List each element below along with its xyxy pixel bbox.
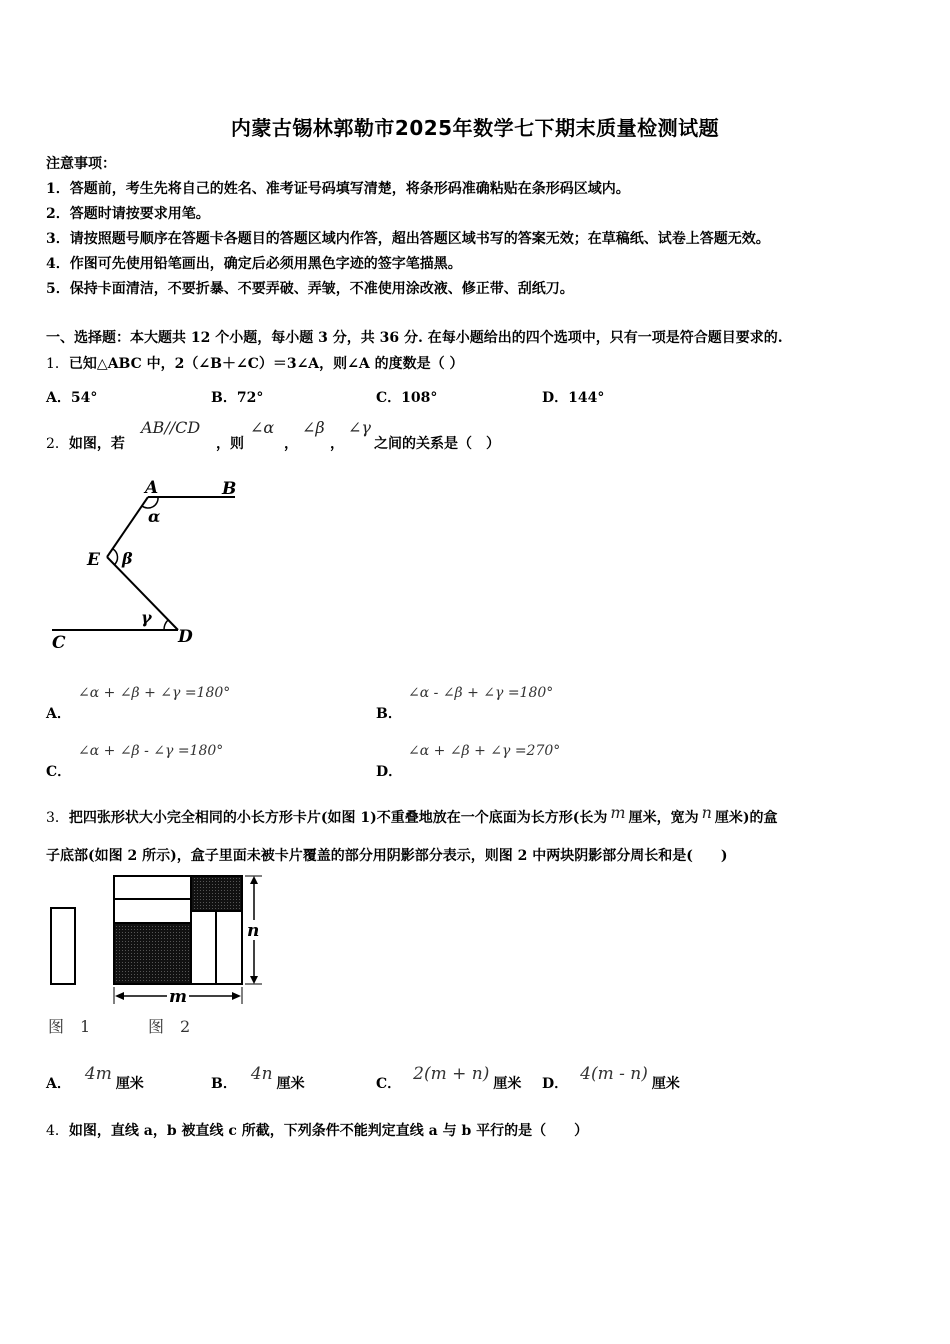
q2-then: ，则 [216, 436, 244, 452]
q2-option-d-label[interactable]: D． [376, 764, 403, 780]
q2-condition: AB//CD [141, 418, 201, 437]
label-beta: β [122, 549, 133, 568]
q1-option-a[interactable]: A．54° [46, 390, 98, 406]
q2-option-a-label[interactable]: A． [46, 706, 71, 722]
notice-item-2: 2．答题时请按要求用笔。 [46, 206, 210, 222]
page-title: 内蒙古锡林郭勒市2025年数学七下期末质量检测试题 [230, 116, 720, 140]
notice-item-3: 3．请按照题号顺序在答题卡各题目的答题区域内作答，超出答题区域书写的答案无效；在草稿纸、试卷上答题无效。 [46, 231, 770, 247]
gamma-arc [164, 620, 168, 630]
line-ae [107, 497, 148, 557]
label-alpha: α [148, 507, 161, 526]
question-1-stem: 已知△ABC 中，2（∠B＋∠C）＝3∠A，则∠A 的度数是（ ） [68, 356, 464, 372]
q2-option-d-expr[interactable]: ∠α + ∠β + ∠γ =270° [408, 743, 561, 759]
q2-beta: ∠β [302, 418, 325, 437]
label-a: A [145, 478, 159, 498]
fig-label-n: n [247, 921, 260, 941]
section-heading: 一、选择题：本大题共 12 个小题，每小题 3 分，共 36 分. 在每小题给出的四个选项中，只有一项是符合题目要求的. [46, 330, 783, 346]
q3-option-b[interactable]: B． 4n 厘米 [211, 1064, 305, 1092]
q1-option-b[interactable]: B．72° [211, 390, 264, 406]
q1-option-c[interactable]: C．108° [376, 390, 438, 406]
q2-alpha: ∠α [250, 418, 275, 437]
label-gamma: γ [141, 608, 152, 627]
question-4: 4．如图，直线 a，b 被直线 c 所截，下列条件不能判定直线 a 与 b 平行的是（ ） [46, 1123, 589, 1139]
q3-line1: 3．把四张形状大小完全相同的小长方形卡片(如图 1)不重叠地放在一个底面为长方形(长为 m 厘米，宽为 n 厘米)的盒 [46, 803, 778, 826]
q3-figure [40, 868, 280, 1038]
question-1 [46, 353, 464, 373]
q3-line2: 子底部(如图 2 所示)，盒子里面未被卡片覆盖的部分用阴影部分表示，则图 2 中两块阴影部分周长和是( ) [46, 848, 728, 864]
fig2-caption: 图 2 [148, 1017, 191, 1036]
q3-m: m [610, 803, 626, 822]
fig1-caption: 图 1 [48, 1017, 91, 1036]
q2-gamma: ∠γ [348, 418, 371, 437]
notice-item-5: 5．保持卡面清洁，不要折暴、不要弄破、弄皱，不准使用涂改液、修正带、刮纸刀。 [46, 281, 574, 297]
label-d: D [178, 627, 193, 647]
fig2-shade-bottom [115, 923, 190, 983]
q2-comma-2: ， [330, 436, 344, 452]
q2-option-c-expr[interactable]: ∠α + ∠β - ∠γ =180° [78, 743, 224, 759]
notice-heading: 注意事项： [46, 156, 116, 172]
q2-option-b-expr[interactable]: ∠α - ∠β + ∠γ =180° [408, 685, 554, 701]
q2-option-c-label[interactable]: C． [46, 764, 72, 780]
question-1-number: 1． [46, 356, 69, 372]
q2-suffix: 之间的关系是（ ） [374, 436, 500, 452]
label-c: C [52, 633, 66, 653]
q2-option-b-label[interactable]: B． [376, 706, 402, 722]
label-e: E [87, 550, 100, 570]
q3-option-a[interactable]: A． 4m 厘米 [46, 1064, 144, 1092]
q2-figure [40, 470, 260, 655]
fig2-shade-top [191, 877, 241, 911]
q3-n: n [701, 803, 712, 822]
notice-item-1: 1．答题前，考生先将自己的姓名、准考证号码填写清楚，将条形码准确粘贴在条形码区域内。 [46, 181, 630, 197]
q2-option-a-expr[interactable]: ∠α + ∠β + ∠γ =180° [78, 685, 231, 701]
notice-item-4: 4．作图可先使用铅笔画出，确定后必须用黑色字迹的签字笔描黑。 [46, 256, 462, 272]
question-2-prefix: 2．如图，若 [46, 436, 125, 452]
q2-comma-1: ， [284, 436, 298, 452]
fig1-card [51, 908, 75, 984]
fig-label-m: m [169, 987, 187, 1007]
q1-option-d[interactable]: D．144° [542, 390, 605, 406]
q3-option-d[interactable]: D． 4(m - n) 厘米 [542, 1064, 680, 1092]
label-b: B [222, 479, 237, 499]
q3-option-c[interactable]: C． 2(m + n) 厘米 [376, 1064, 522, 1092]
